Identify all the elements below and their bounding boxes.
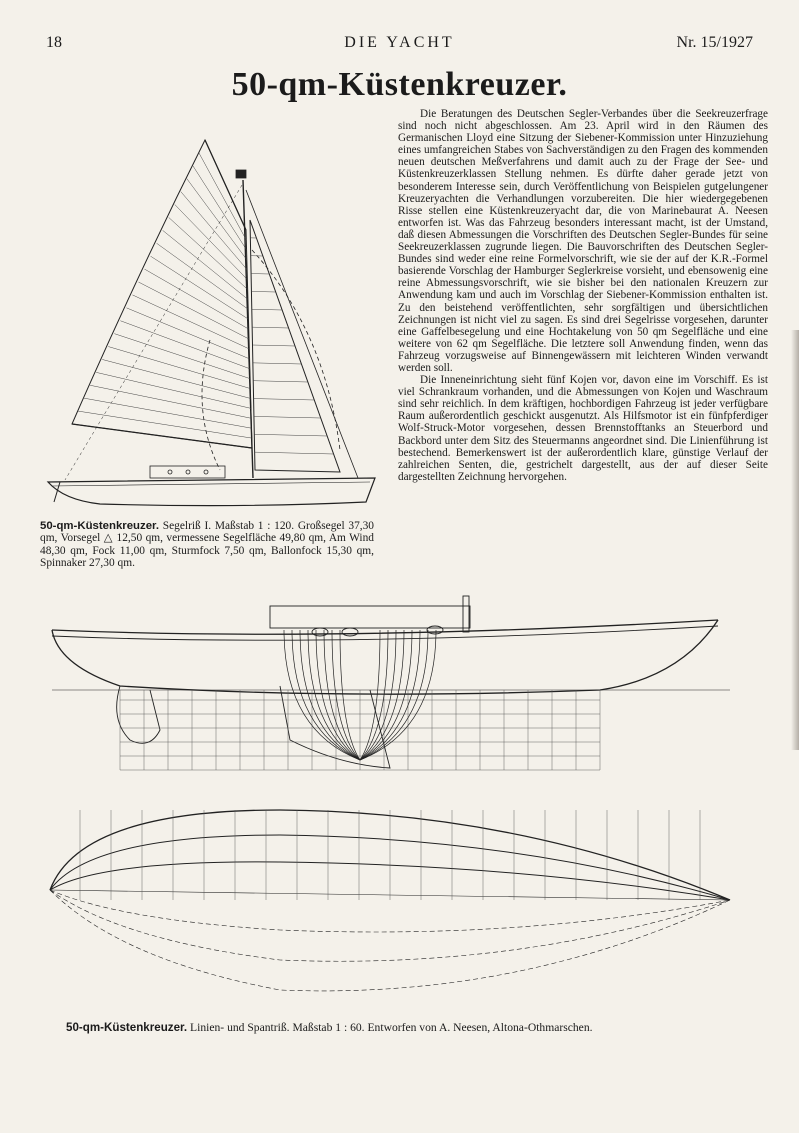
page-header bbox=[0, 34, 799, 58]
drafting-line bbox=[253, 363, 302, 364]
half-breadth-drawing bbox=[40, 790, 740, 1010]
article-body bbox=[398, 108, 768, 483]
drafting-line bbox=[181, 192, 247, 270]
drafting-line bbox=[139, 282, 250, 339]
drafting-line bbox=[78, 411, 252, 438]
drafting-line bbox=[157, 243, 249, 309]
drafting-line bbox=[255, 452, 334, 454]
drafting-line bbox=[96, 372, 251, 408]
drafting-line bbox=[254, 399, 315, 400]
issue-number: Nr. 15/1927 bbox=[676, 34, 753, 51]
drafting-line bbox=[251, 291, 275, 292]
lines-plan-caption-title: 50-qm-Küstenkreuzer. bbox=[66, 1021, 188, 1034]
drafting-line bbox=[120, 321, 249, 369]
drafting-line bbox=[132, 295, 249, 349]
drafting-line bbox=[252, 309, 282, 310]
drafting-line bbox=[187, 179, 247, 260]
lines-plan-caption bbox=[66, 1021, 766, 1034]
drafting-line bbox=[169, 217, 248, 289]
drafting-line bbox=[163, 230, 248, 299]
sail-plan-caption-text: Segelriß I. Maßstab 1 : 120. Großsegel 37,30 qm, Vorsegel △ 12,50 qm, vermessene Segelfläche 49,80 qm, Am Wind 48,30 qm, Fock 11,00 qm, Sturmfock 7,50 qm, Ballonfock 15,30 qm, Spinnaker 27,30 qm. bbox=[40, 520, 374, 570]
drafting-line bbox=[114, 334, 250, 379]
drafting-line bbox=[254, 416, 321, 418]
article-paragraph-2: Die Inneneinrichtung sieht fünf Kojen vor, davon eine im Vorschiff. Es ist viel Schrankraum vorhanden, und die Abmessungen von Kojen und Waschraum sind sehr reichlich. In dem kräftigen, hochbordigen Fahrzeug ist jeder verfügbare Raum außerordentlich geschickt ausgenutzt. Als Hilfsmotor ist ein fünfpferdiger Wolf-Struck-Motor vorgesehen, dessen Brennstofftanks an Steuerbord und Backbord unter dem Sitz des Steuermanns angeordnet sind. Die Linienführung ist bestechend. Bemerkenswert ist der außerordentlich klare, günstige Verlauf der zahlreichen Senten, die, gestrichelt dargestellt, aus der auf dieser Seite dargestellten Zeichnung hervorgehen. bbox=[398, 374, 768, 483]
hull-profile-drawing bbox=[40, 590, 730, 790]
article-title: 50-qm-Küstenkreuzer. bbox=[231, 66, 568, 103]
drafting-line bbox=[126, 308, 249, 359]
lines-plan-caption-text: Linien- und Spantriß. Maßstab 1 : 60. Entworfen von A. Neesen, Altona-Othmarschen. bbox=[190, 1021, 593, 1034]
page-number: 18 bbox=[46, 34, 62, 51]
sail-plan-drawing bbox=[40, 130, 385, 515]
sail-plan-caption-title: 50-qm-Küstenkreuzer. bbox=[40, 520, 160, 532]
sail-plan-caption bbox=[40, 520, 374, 570]
page-edge-shadow bbox=[791, 330, 799, 750]
drafting-line bbox=[252, 327, 288, 328]
article-paragraph-1: Die Beratungen des Deutschen Segler-Verbandes über die Seekreuzerfrage sind noch nicht abgeschlossen. Am 23. April wird in den Räumen des Germanischen Lloyd eine Sitzung der Siebener-Kommission unter Hinzuziehung eines umfangreichen Stabes von Sachverständigen zu den Fragen des kommenden neuen deutschen Meßverfahrens und damit auch zu der Frage der See- und Küstenkreuzerklassen Stellung nehmen. Es dürfte daher gerade jetzt von besonderem Interesse sein, durch Veröffentlichung von Beispielen gutgelungener Kreuzeryachten die Verhandlungen vorzubereiten. Die hier wiedergegebenen Risse stellen eine Küstenkreuzeryacht dar, die von Marinebaurat A. Neesen entworfen ist. Was das Fahrzeug besonders interessant macht, ist der Umstand, daß diesen Abmessungen die Vorschriften des Deutschen Segler-Bundes für seine Seekreuzerklassen zugrunde liegen. Die Bauvorschriften des Deutschen Segler-Bundes sind weder eine reine Formelvorschrift, wie sie der auf der K.R.-Formel basierende Vorschlag der Hamburger Seglerkreise vorsieht, und ebensowenig eine reine Abmessungsvorschrift, wie sie bisher bei den nationalen Kreuzern zur Anwendung kam und auch im Vorschlag der Siebener-Kommission enthalten ist. Zu den beistehend veröffentlichten, sehr sorgfältigen und übersichtlichen Zeichnungen ist nicht viel zu sagen. Es sind drei Segelrisse vorgesehen, darunter eine Gaffelbesegelung und eine Hochtakelung von 50 qm Segelfläche und eine weitere von 62 qm Segelfläche. Die letztere soll Anwendung finden, wenn das Fahrzeug vorzugsweise auf Binnengewässern mit leichteren Winden verwandt werden soll. bbox=[398, 108, 768, 374]
drafting-line bbox=[253, 381, 308, 382]
drafting-line bbox=[108, 347, 250, 389]
drafting-line bbox=[145, 269, 249, 329]
journal-title: DIE YACHT bbox=[344, 34, 455, 51]
drafting-line bbox=[90, 385, 251, 418]
drafting-line bbox=[254, 434, 327, 436]
drafting-line bbox=[253, 345, 296, 346]
drafting-line bbox=[175, 205, 248, 280]
